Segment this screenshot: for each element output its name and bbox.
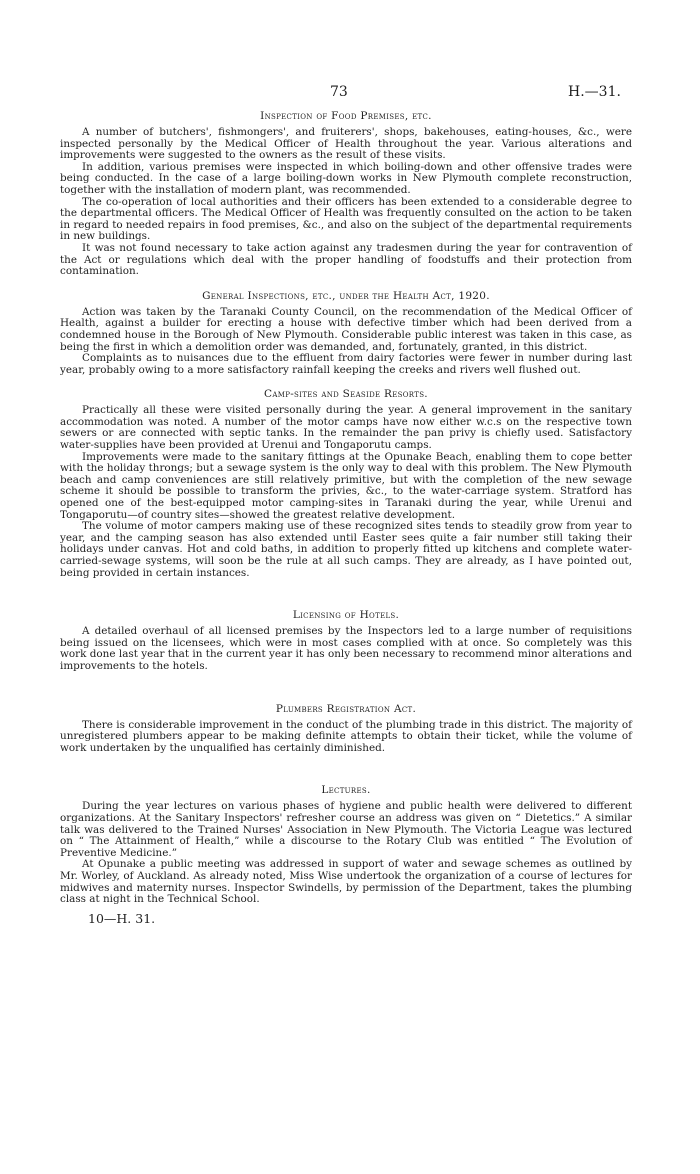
paragraph: Practically all these were visited personally during the year. A general improvement in the sanitary accommodation was noted. A number of the motor camps have now either w.c.s on the respective town sewers or are connected with septic tanks. In the remainder the pan privy is chiefly used. Satisfactory water-supplies have been provided at Urenui and Tongaporutu camps.: [60, 404, 632, 452]
section-spacer: [60, 579, 632, 609]
section-food-premises: [60, 110, 632, 278]
paragraph: Complaints as to nuisances due to the effluent from dairy factories were fewer in number during last year, probably owing to a more satisfactory rainfall keeping the creeks and rivers well flushed out.: [60, 352, 632, 376]
paragraph: The co-operation of local authorities and their officers has been extended to a considerable degree to the departmental officers. The Medical Officer of Health was frequently consulted on the action to be taken in regard to needed repairs in food premises, &c., and also on the subject of the departmental requirements in new buildings.: [60, 195, 633, 243]
section-spacer: [60, 376, 632, 388]
paragraph: At Opunake a public meeting was addressed in support of water and sewage schemes as outlined by Mr. Worley, of Auckland. As already noted, Miss Wise undertook the organization of a course of lectures for midwives and maternity nurses. Inspector Swindells, by permission of the Department, takes the plumbing class at night in the Technical School.: [60, 858, 632, 906]
page-header: [0, 84, 700, 104]
page-content: [60, 110, 632, 926]
paragraph: Improvements were made to the sanitary fittings at the Opunake Beach, enabling them to cope better with the holiday throngs; but a sewage system is the only way to deal with this problem. The New Plymouth beach and camp conveniences are still relatively primitive, but with the completion of the new sewage scheme it should be possible to transform the privies, &c., to the water-carriage system. Stratford has opened one of the best-equipped motor camping-sites in Taranaki during the year, while Urenui and Tongaporutu—of country sites—showed the greatest relative development.: [60, 450, 632, 521]
section-heading: Licensing of Hotels.: [292, 609, 400, 622]
section-general-inspections: [60, 290, 632, 377]
paragraph: A detailed overhaul of all licensed premises by the Inspectors led to a large number of requisitions being issued on the licensees, which were in most cases complied with at once. So completely was this work done last year that in the current year it has only been necessary to recommend minor alterations and improvements to the hotels.: [60, 625, 632, 672]
footer-signature: 10—H. 31.: [88, 910, 156, 926]
section-spacer: [60, 278, 632, 290]
paragraph: In addition, various premises were inspected in which boiling-down and other offensive trades were being conducted. In the case of a large boiling-down works in New Plymouth complete reconstruction, together with the installation of modern plant, was recommended.: [60, 160, 632, 196]
paragraph: The volume of motor campers making use of these recognized sites tends to steadily grow from year to year, and the camping season has also extended until Easter sees quite a fair number still taking their holidays under canvas. Hot and cold baths, in addition to properly fitted up kitchens and complete water-carried-sewage systems, will soon be the rule at all such camps. They are already, as I have pointed out, being provided in certain instances.: [60, 520, 632, 579]
paragraph: During the year lectures on various phases of hygiene and public health were delivered to different organizations. At the Sanitary Inspectors' refresher course an address was given on “ Dietetics.” A similar talk was delivered to the Trained Nurses' Association in New Plymouth. The Victoria League was lectured on “ The Attainment of Health,” while a discourse to the Rotary Club was entitled “ The Evolution of Preventive Medicine.”: [60, 800, 632, 859]
paragraph: Action was taken by the Taranaki County Council, on the recommendation of the Medical Officer of Health, against a builder for erecting a house with defective timber which had been derived from a condemned house in the Borough of New Plymouth. Considerable public interest was taken in this case, as being the first in which a demolition order was demanded, and, fortunately, granted, in this district.: [60, 305, 632, 353]
section-heading: Inspection of Food Premises, etc.: [260, 110, 432, 122]
section-heading: General Inspections, etc., under the Health Act, 1920.: [202, 289, 490, 302]
section-spacer: [60, 754, 632, 784]
section-camp-sites: [60, 388, 632, 579]
section-spacer: [60, 673, 632, 703]
section-licensing-hotels: [60, 609, 632, 672]
paragraph: It was not found necessary to take action against any tradesmen during the year for contravention of the Act or regulations which deal with the proper handling of foodstuffs and their protection from contamination.: [60, 241, 632, 278]
section-lectures: [60, 784, 632, 905]
document-code: H.—31.: [568, 84, 621, 100]
paragraph: A number of butchers', fishmongers', and fruiterers', shops, bakehouses, eating-houses, &c., were inspected personally by the Medical Officer of Health throughout the year. Various alterations and improvements were suggested to the owners as the result of these visits.: [60, 126, 632, 162]
section-heading: Camp-sites and Seaside Resorts.: [264, 388, 428, 401]
section-heading: Lectures.: [321, 784, 371, 797]
section-plumbers-registration: [60, 703, 632, 755]
paragraph: There is considerable improvement in the conduct of the plumbing trade in this district. The majority of unregistered plumbers appear to be making definite attempts to obtain their ticket, while the volume of work undertaken by the unqualified has certainly diminished.: [60, 718, 632, 754]
section-heading: Plumbers Registration Act.: [275, 702, 417, 715]
page-number: 73: [330, 84, 348, 100]
